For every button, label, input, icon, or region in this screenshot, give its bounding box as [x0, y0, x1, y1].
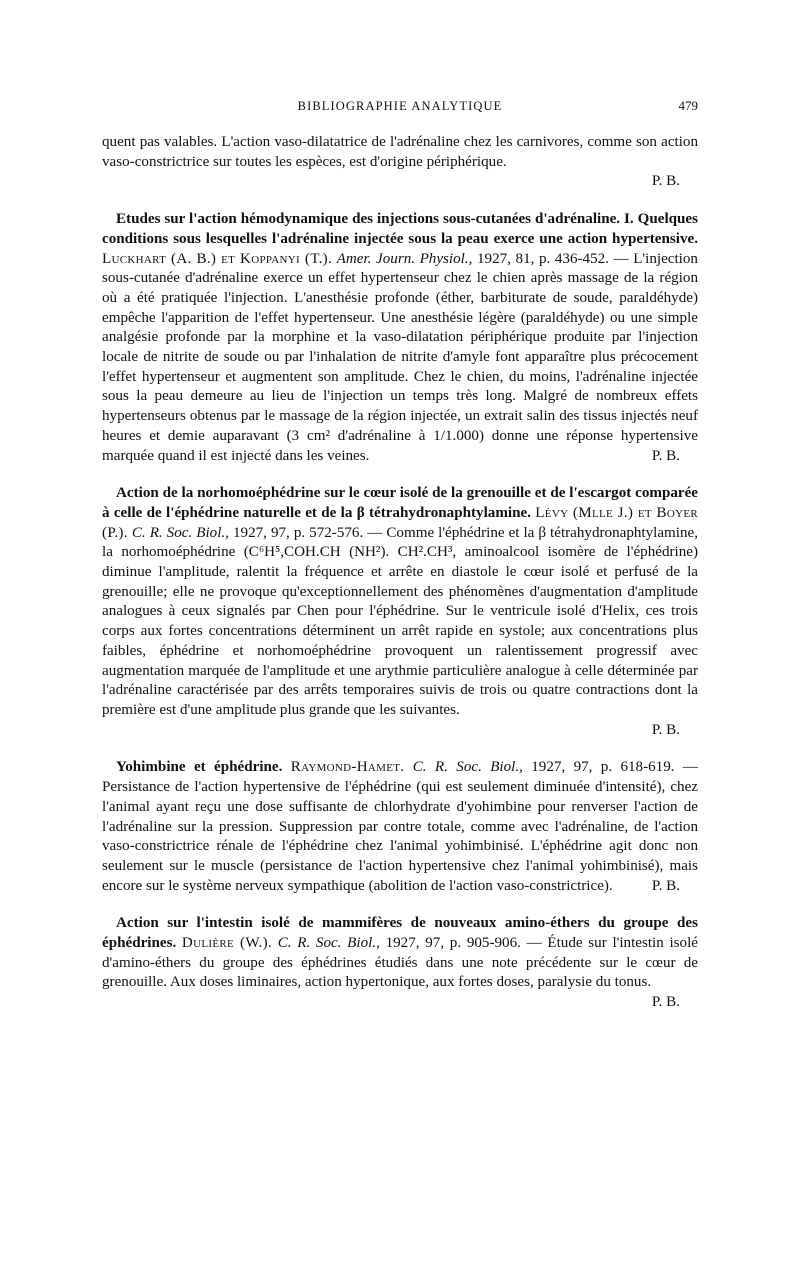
bibliography-entry — [102, 484, 698, 740]
entry-signature: P. B. — [651, 877, 680, 894]
entry-signature: P. B. — [651, 994, 680, 1011]
entry-body: — Étude sur l'intestin isolé d'amino-éthers du groupe des éphédrines étudiés dans une note précédente sur le cœur de grenouille. Aux doses liminaires, action hypertonique, aux fortes doses, paralysie du tonus. — [102, 935, 698, 991]
continuation-text: quent pas valables. L'action vaso-dilatatrice de l'adrénaline chez les carnivores, comme son action vaso-constrictrice sur toutes les espèces, est d'origine périphérique. — [102, 134, 698, 170]
entry-journal: C. R. Soc. Biol., — [131, 524, 229, 541]
entry-citation: 1927, 81, p. 436-452. — [477, 250, 609, 267]
bibliography-entry — [102, 758, 698, 896]
entry-title: Action de la norhomoéphédrine sur le cœur isolé de la grenouille et de l'escargot comparée à celle de l'éphédrine naturelle et de la β tétrahydronaphtylamine. — [102, 485, 698, 521]
bibliography-entry — [102, 210, 698, 466]
entry-title: Action sur l'intestin isolé de mammifères de nouveaux amino-éthers du groupe des éphédrines. — [102, 915, 698, 952]
entry-body: — Comme l'éphédrine et la β tétrahydronaphtylamine, la norhomoéphédrine (C⁶H⁵,COH.CH (NH²). CH².CH³, aminoalcool isomère de l'éphédrine) diminue l'amplitude, ralentit la fréquence et arrête en diastole le cœur isolé et perfusé de la grenouille; elle ne provoque qu'exceptionnellement des phénomènes d'augmentation d'amplitude analogues à ceux signalés par Chen pour l'éphédrine. Sur le ventricule isolé d'Helix, ces trois corps aux fortes concentrations déterminent un arrêt rapide en systole; aux concentrations plus faibles, éphédrine et norhomoéphédrine provoquent un ralentissement progressif avec augmentation marquée de l'amplitude et une arythmie particulière analogue à celle déterminée par l'adrénaline caractérisée par des arrêts temporaires suivis de trois ou quatre contractions dont la première est d'une amplitude plus grande que les suivantes. — [102, 524, 699, 718]
entry-authors: Luckhart (A. B.) et Koppanyi (T.). — [102, 250, 333, 267]
entry-signature: P. B. — [651, 447, 680, 464]
running-head — [102, 95, 698, 119]
entry-journal: C. R. Soc. Biol., — [277, 935, 380, 952]
entry-body: — L'injection sous-cutanée d'adrénaline exerce un effet hypertenseur chez le chien après massage de la région où a été pratiquée l'injection. L'anesthésie profonde (éther, barbiturate de soude, paraldéhyde) empêche l'apparition de l'effet hypertenseur. Une anesthésie légère (paraldéhyde) ou une simple analgésie profonde par la morphine et la vaso-dilatation périphérique produite par l'injection locale de nitrite de soude ou par l'inhalation de nitrite d'amyle font apparaître plus précocement l'effet hypertenseur et augmentent son amplitude. Chez le chien, du moins, l'adrénaline injectée sous la peau demeure au lieu de l'injection un temps très long. Malgré de nombreux effets hypertenseurs obtenus par le massage de la région injectée, un extrait salin des tissus injectés neuf heures et demie auparavant (3 cm² d'adrénaline à 1/1.000) donne une réponse hypertensive marquée quand il est injecté dans les veines. — [102, 250, 698, 464]
entry-citation: 1927, 97, p. 905-906. — [385, 935, 521, 952]
entry-journal: Amer. Journ. Physiol., — [336, 250, 473, 267]
entry-journal: C. R. Soc. Biol., — [412, 759, 523, 776]
entry-title: Yohimbine et éphédrine. — [116, 759, 283, 776]
entry-signature: P. B. — [651, 721, 680, 738]
entry-authors: Lévy (Mlle J.) et Boyer (P.). — [102, 504, 698, 541]
continuation-signature: P. B. — [651, 173, 680, 190]
page-number: 479 — [678, 98, 698, 113]
entry-citation: 1927, 97, p. 572-576. — [232, 524, 364, 541]
document-page — [102, 95, 698, 1013]
continuation-paragraph — [102, 133, 698, 192]
entry-authors: Dulière (W.). — [181, 935, 272, 952]
entry-paragraph — [102, 914, 698, 1011]
entry-paragraph — [102, 758, 698, 896]
running-title: BIBLIOGRAPHIE ANALYTIQUE — [297, 99, 503, 113]
entry-citation: 1927, 97, p. 618-619. — [531, 759, 675, 776]
entry-paragraph — [102, 484, 698, 720]
entry-authors: Raymond-Hamet. — [290, 759, 405, 776]
entry-body: — Persistance de l'action hypertensive de l'éphédrine (qui est seulement diminuée d'intensité), chez l'animal ayant reçu une dose suffisante de chlorhydrate d'yohimbine pour renverser l'action de l'adrénaline sur la pression. Suppression par contre totale, comme avec l'adrénaline, de l'action vaso-constrictrice rénale de l'éphédrine chez l'animal yohimbinisé. L'éphédrine agit donc non seulement sur le muscle (persistance de l'action hypertensive chez l'animal yohimbinisé), mais encore sur le système nerveux sympathique (abolition de l'action vaso-constrictrice). — [102, 759, 698, 894]
entry-title: Etudes sur l'action hémodynamique des injections sous-cutanées d'adrénaline. I. Quelques conditions sous lesquelles l'adrénaline injectée sous la peau exerce une action hypertensive. — [102, 211, 698, 247]
bibliography-entry — [102, 914, 698, 1011]
entry-paragraph — [102, 210, 698, 466]
